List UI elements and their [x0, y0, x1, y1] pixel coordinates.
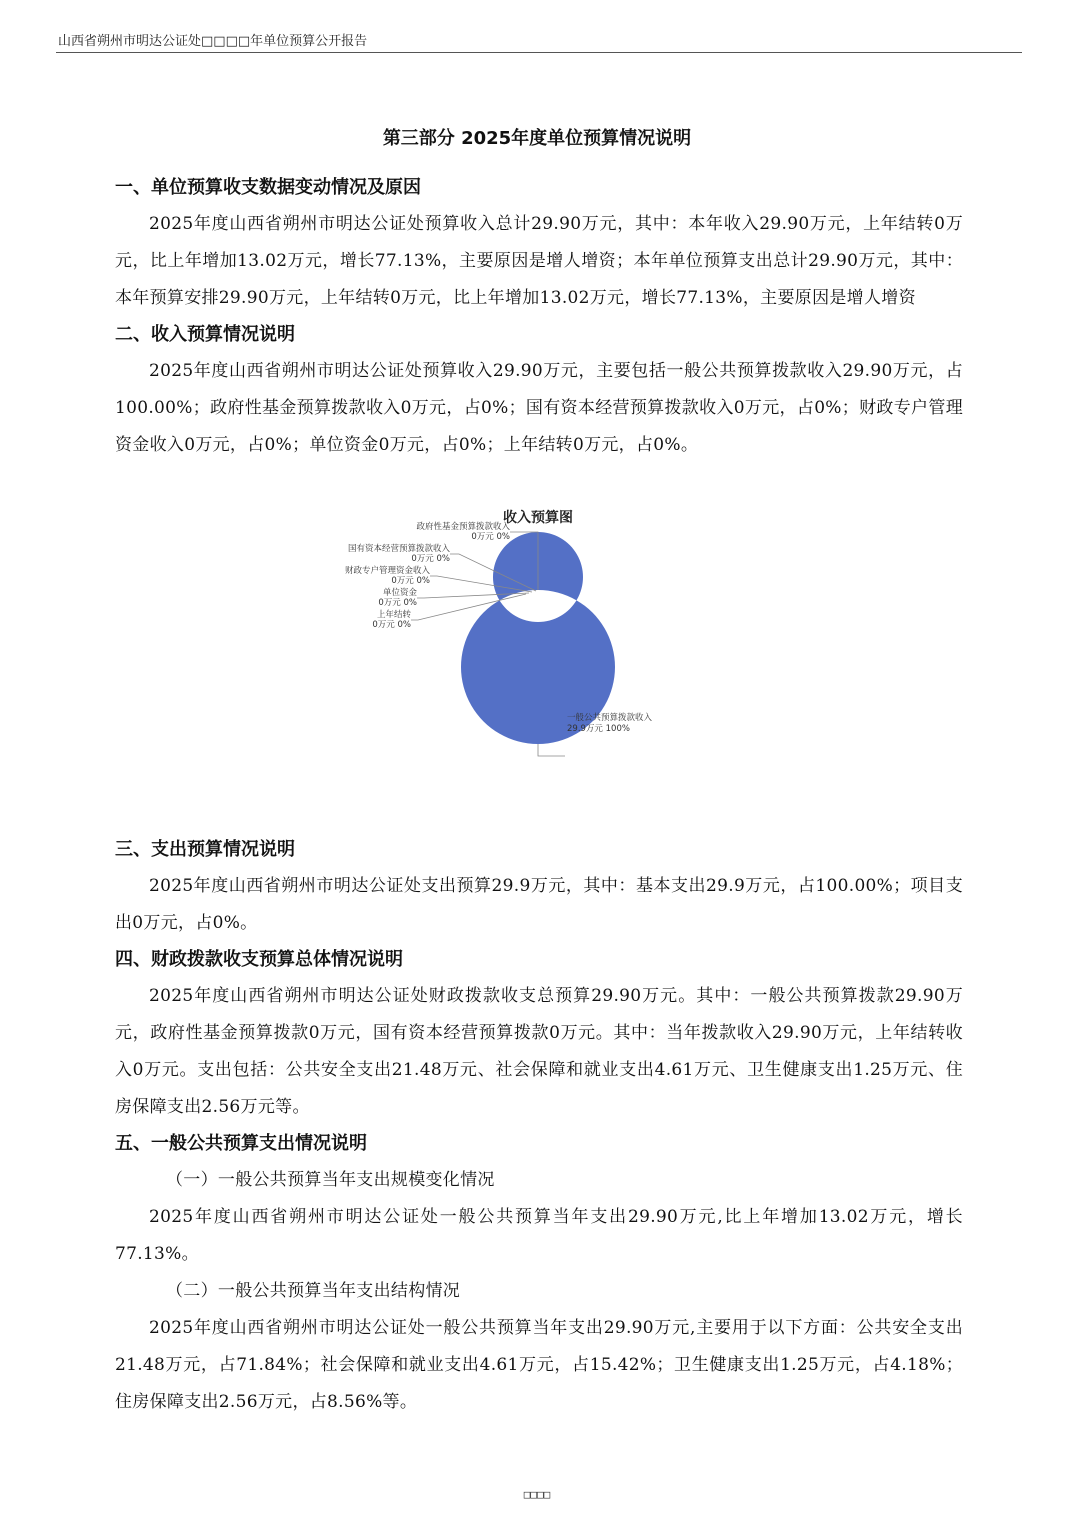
section-heading-4: 四、财政拨款收支预算总体情况说明	[115, 949, 403, 970]
chart-label-name-5: 单位资金	[382, 588, 417, 598]
chart-label-name-2: 政府性基金预算拨款收入	[416, 522, 510, 532]
chart-label-value-2: 0万元 0%	[471, 532, 510, 542]
chart-title: 收入预算图	[503, 510, 573, 526]
document-body	[115, 170, 963, 1421]
section-paragraph-5a: 2025年度山西省朔州市明达公证处一般公共预算当年支出29.90万元,比上年增加13.02万元，增长77.13%。	[115, 1207, 963, 1264]
income-budget-donut-svg	[115, 472, 963, 822]
section-paragraph-1: 2025年度山西省朔州市明达公证处预算收入总计29.90万元，其中：本年收入29.90万元，上年结转0万元，比上年增加13.02万元，增长77.13%，主要原因是增人增资；本年单位预算支出总计29.90万元，其中：本年预算安排29.90万元，上年结转0万元，比上年增加13.02万元，增长77.13%，主要原因是增人增资	[115, 214, 963, 308]
chart-leader-line-1	[538, 744, 565, 756]
chart-label-value-6: 0万元 0%	[372, 620, 411, 630]
chart-label-value-4: 0万元 0%	[391, 576, 430, 586]
header-divider	[56, 52, 1022, 53]
section-paragraph-2: 2025年度山西省朔州市明达公证处预算收入29.90万元，主要包括一般公共预算拨款收入29.90万元，占100.00%；政府性基金预算拨款收入0万元，占0%；国有资本经营预算拨款收入0万元，占0%；财政专户管理资金收入0万元，占0%；单位资金0万元，占0%；上年结转0万元，占0%。	[115, 361, 963, 455]
chart-label-value-1: 29.9万元 100%	[567, 724, 630, 734]
chart-label-name-3: 国有资本经营预算拨款收入	[347, 544, 450, 554]
chart-label-value-3: 0万元 0%	[411, 554, 450, 564]
income-budget-chart	[115, 472, 963, 822]
subsection-heading-1: （一）一般公共预算当年支出规模变化情况	[166, 1170, 495, 1190]
section-paragraph-4: 2025年度山西省朔州市明达公证处财政拨款收支总预算29.90万元。其中：一般公共预算拨款29.90万元，政府性基金预算拨款0万元，国有资本经营预算拨款0万元。其中：当年拨款收入29.90万元，上年结转收入0万元。支出包括：公共安全支出21.48万元、社会保障和就业支出4.61万元、卫生健康支出1.25万元、住房保障支出2.56万元等。	[115, 986, 963, 1117]
section-paragraph-5b: 2025年度山西省朔州市明达公证处一般公共预算当年支出29.90万元,主要用于以下方面：公共安全支出21.48万元，占71.84%；社会保障和就业支出4.61万元，占15.42%；卫生健康支出1.25万元，占4.18%；住房保障支出2.56万元，占8.56%等。	[115, 1318, 963, 1412]
running-header: 山西省朔州市明达公证处□□□□年单位预算公开报告	[58, 34, 368, 49]
document-title: 第三部分 2025年度单位预算情况说明	[382, 128, 692, 149]
chart-label-name-1: 一般公共预算拨款收入	[567, 713, 653, 723]
subsection-heading-2: （二）一般公共预算当年支出结构情况	[166, 1281, 461, 1301]
section-paragraph-3: 2025年度山西省朔州市明达公证处支出预算29.9万元，其中：基本支出29.9万元，占100.00%；项目支出0万元，占0%。	[115, 876, 963, 933]
chart-label-name-4: 财政专户管理资金收入	[344, 566, 430, 576]
chart-label-name-6: 上年结转	[376, 610, 411, 620]
chart-label-value-5: 0万元 0%	[378, 598, 417, 608]
section-heading-1: 一、单位预算收支数据变动情况及原因	[115, 177, 421, 198]
section-heading-3: 三、支出预算情况说明	[115, 839, 295, 860]
section-heading-2: 二、收入预算情况说明	[115, 324, 295, 345]
page-number: □□□□	[523, 1488, 551, 1501]
section-heading-5: 五、一般公共预算支出情况说明	[115, 1133, 367, 1154]
